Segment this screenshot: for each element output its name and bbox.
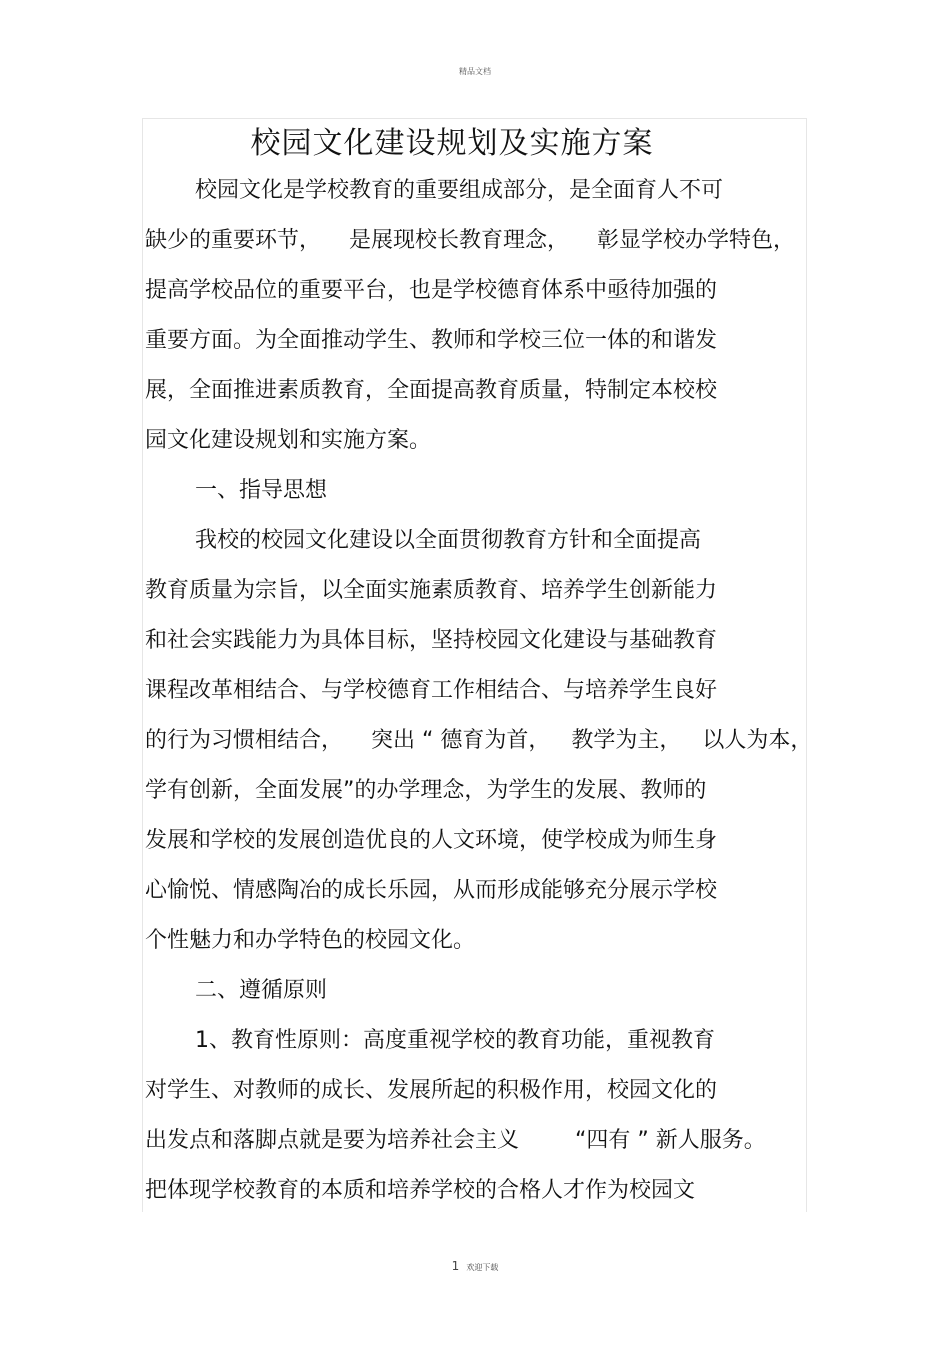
paragraph-line: 个性魅力和办学特色的校园文化。 [145,928,476,953]
section-heading: 二、遵循原则 [195,978,328,1003]
paragraph-line: 缺少的重要环节， 是展现校长教育理念， 彰显学校办学特色， [145,228,795,253]
paragraph-line: 教育质量为宗旨，以全面实施素质教育、培养学生创新能力 [145,578,718,603]
paragraph-line: 把体现学校教育的本质和培养学校的合格人才作为校园文 [145,1178,696,1203]
document-title: 校园文化建设规划及实施方案 [250,126,654,161]
paragraph-line: 学有创新，全面发展”的办学理念，为学生的发展、教师的 [145,778,707,803]
footer-text: 欢迎下载 [466,1263,499,1272]
paragraph-line: 提高学校品位的重要平台，也是学校德育体系中亟待加强的 [145,278,718,303]
paragraph-line: 校园文化是学校教育的重要组成部分，是全面育人不可 [195,178,724,203]
paragraph-line: 1、教育性原则：高度重视学校的教育功能，重视教育 [195,1028,715,1053]
paragraph-line: 重要方面。为全面推动学生、教师和学校三位一体的和谐发 [145,328,718,353]
paragraph-line: 园文化建设规划和实施方案。 [145,428,432,453]
page-header: 精品文档 [459,67,491,76]
page-footer [0,1259,950,1273]
section-heading: 一、指导思想 [195,478,328,503]
paragraph-line: 的行为习惯相结合， 突出 “ 德育为首， 教学为主， 以人为本， [145,728,813,753]
paragraph-line: 心愉悦、情感陶冶的成长乐园，从而形成能够充分展示学校 [145,878,718,903]
page-number: 1 [451,1259,460,1273]
paragraph-line: 对学生、对教师的成长、发展所起的积极作用，校园文化的 [145,1078,718,1103]
paragraph-line: 我校的校园文化建设以全面贯彻教育方针和全面提高 [195,528,702,553]
paragraph-line: 课程改革相结合、与学校德育工作相结合、与培养学生良好 [145,678,718,703]
paragraph-line: 出发点和落脚点就是要为培养社会主义 “四有 ” 新人服务。 [145,1128,766,1153]
paragraph-line: 展，全面推进素质教育，全面提高教育质量，特制定本校校 [145,378,718,403]
paragraph-line: 发展和学校的发展创造优良的人文环境，使学校成为师生身 [145,828,718,853]
paragraph-line: 和社会实践能力为具体目标，坚持校园文化建设与基础教育 [145,628,718,653]
